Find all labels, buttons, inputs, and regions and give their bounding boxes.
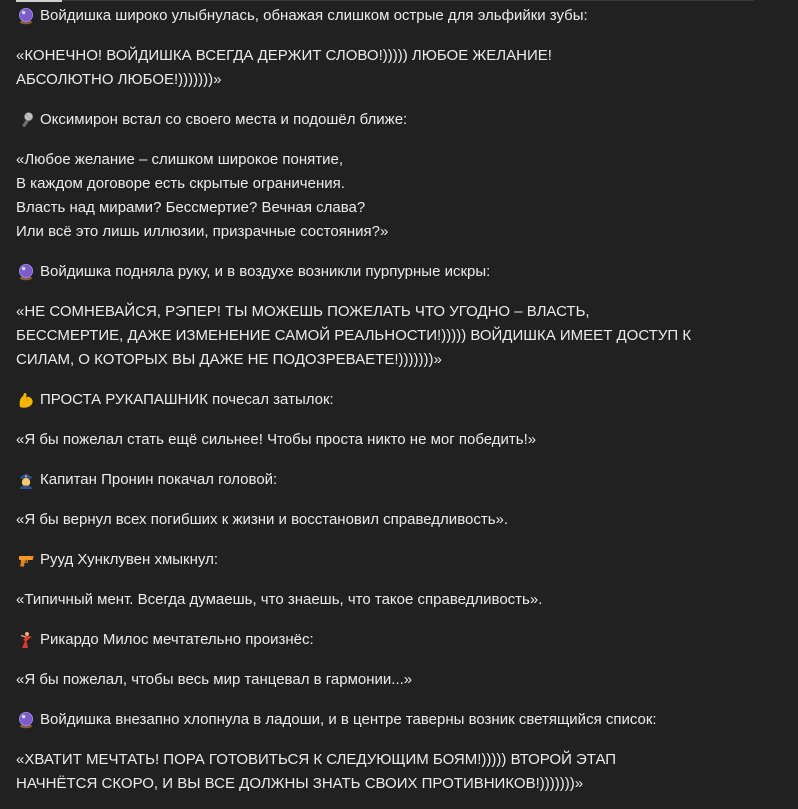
narration-line xyxy=(16,628,776,652)
crystal-ball-icon xyxy=(16,711,35,730)
narration-text: Рикардо Милос мечтательно произнёс: xyxy=(40,631,314,648)
narration-text: Войдишка внезапно хлопнула в ладоши, и в центре таверны возник светящийся список: xyxy=(40,711,657,728)
narration-text: Рууд Хунклувен хмыкнул: xyxy=(40,551,218,568)
police-officer-icon xyxy=(16,471,35,490)
narration-line xyxy=(16,468,776,492)
quote-line: Власть над мирами? Бессмертие? Вечная слава? xyxy=(16,199,366,216)
quote-line: БЕССМЕРТИЕ, ДАЖЕ ИЗМЕНЕНИЕ САМОЙ РЕАЛЬНОСТИ!))))) ВОЙДИШКА ИМЕЕТ ДОСТУП К xyxy=(16,327,692,344)
flexed-biceps-icon xyxy=(16,391,35,410)
dialogue-quote xyxy=(16,428,776,452)
quote-line: Или всё это лишь иллюзии, призрачные состояния?» xyxy=(16,223,389,240)
narration-line xyxy=(16,4,776,28)
pistol-icon xyxy=(16,551,35,570)
quote-line: НАЧНЁТСЯ СКОРО, И ВЫ ВСЕ ДОЛЖНЫ ЗНАТЬ СВОИХ ПРОТИВНИКОВ!)))))))» xyxy=(16,775,584,792)
dialogue-quote xyxy=(16,668,776,692)
narration-line xyxy=(16,108,776,132)
quote-line: «КОНЕЧНО! ВОЙДИШКА ВСЕГДА ДЕРЖИТ СЛОВО!))))) ЛЮБОЕ ЖЕЛАНИЕ! xyxy=(16,47,552,64)
quote-line: СИЛАМ, О КОТОРЫХ ВЫ ДАЖЕ НЕ ПОДОЗРЕВАЕТЕ!)))))))» xyxy=(16,351,442,368)
narration-line xyxy=(16,388,776,412)
microphone-icon xyxy=(16,111,35,130)
message-content xyxy=(16,4,776,809)
narration-text: ПРОСТА РУКАПАШНИК почесал затылок: xyxy=(40,391,334,408)
quote-line: «ХВАТИТ МЕЧТАТЬ! ПОРА ГОТОВИТЬСЯ К СЛЕДУЮЩИМ БОЯМ!))))) ВТОРОЙ ЭТАП xyxy=(16,751,617,768)
narration-text: Войдишка широко улыбнулась, обнажая слишком острые для эльфийки зубы: xyxy=(40,7,588,24)
narration-text: Капитан Пронин покачал головой: xyxy=(40,471,278,488)
dialogue-quote xyxy=(16,44,776,92)
quote-line: В каждом договоре есть скрытые ограничения. xyxy=(16,175,345,192)
dialogue-quote xyxy=(16,508,776,532)
top-divider xyxy=(62,0,754,1)
quote-line: «Любое желание – слишком широкое понятие, xyxy=(16,151,344,168)
quote-line: «Я бы вернул всех погибших к жизни и восстановил справедливость». xyxy=(16,511,509,528)
narration-line xyxy=(16,548,776,572)
crystal-ball-icon xyxy=(16,263,35,282)
narration-text: Войдишка подняла руку, и в воздухе возникли пурпурные искры: xyxy=(40,263,491,280)
dialogue-quote xyxy=(16,588,776,612)
quote-line: АБСОЛЮТНО ЛЮБОЕ!)))))))» xyxy=(16,71,222,88)
scroll-position-indicator xyxy=(16,0,62,2)
quote-line: «НЕ СОМНЕВАЙСЯ, РЭПЕР! ТЫ МОЖЕШЬ ПОЖЕЛАТЬ ЧТО УГОДНО – ВЛАСТЬ, xyxy=(16,303,590,320)
crystal-ball-icon xyxy=(16,7,35,26)
dancer-icon xyxy=(16,631,35,650)
narration-line xyxy=(16,260,776,284)
narration-line xyxy=(16,708,776,732)
quote-line: «Типичный мент. Всегда думаешь, что знаешь, что такое справедливость». xyxy=(16,591,543,608)
dialogue-quote xyxy=(16,148,776,244)
dialogue-quote xyxy=(16,748,776,796)
quote-line: «Я бы пожелал стать ещё сильнее! Чтобы проста никто не мог победить!» xyxy=(16,431,537,448)
narration-text: Оксимирон встал со своего места и подошёл ближе: xyxy=(40,111,408,128)
quote-line: «Я бы пожелал, чтобы весь мир танцевал в гармонии...» xyxy=(16,671,413,688)
dialogue-quote xyxy=(16,300,776,372)
